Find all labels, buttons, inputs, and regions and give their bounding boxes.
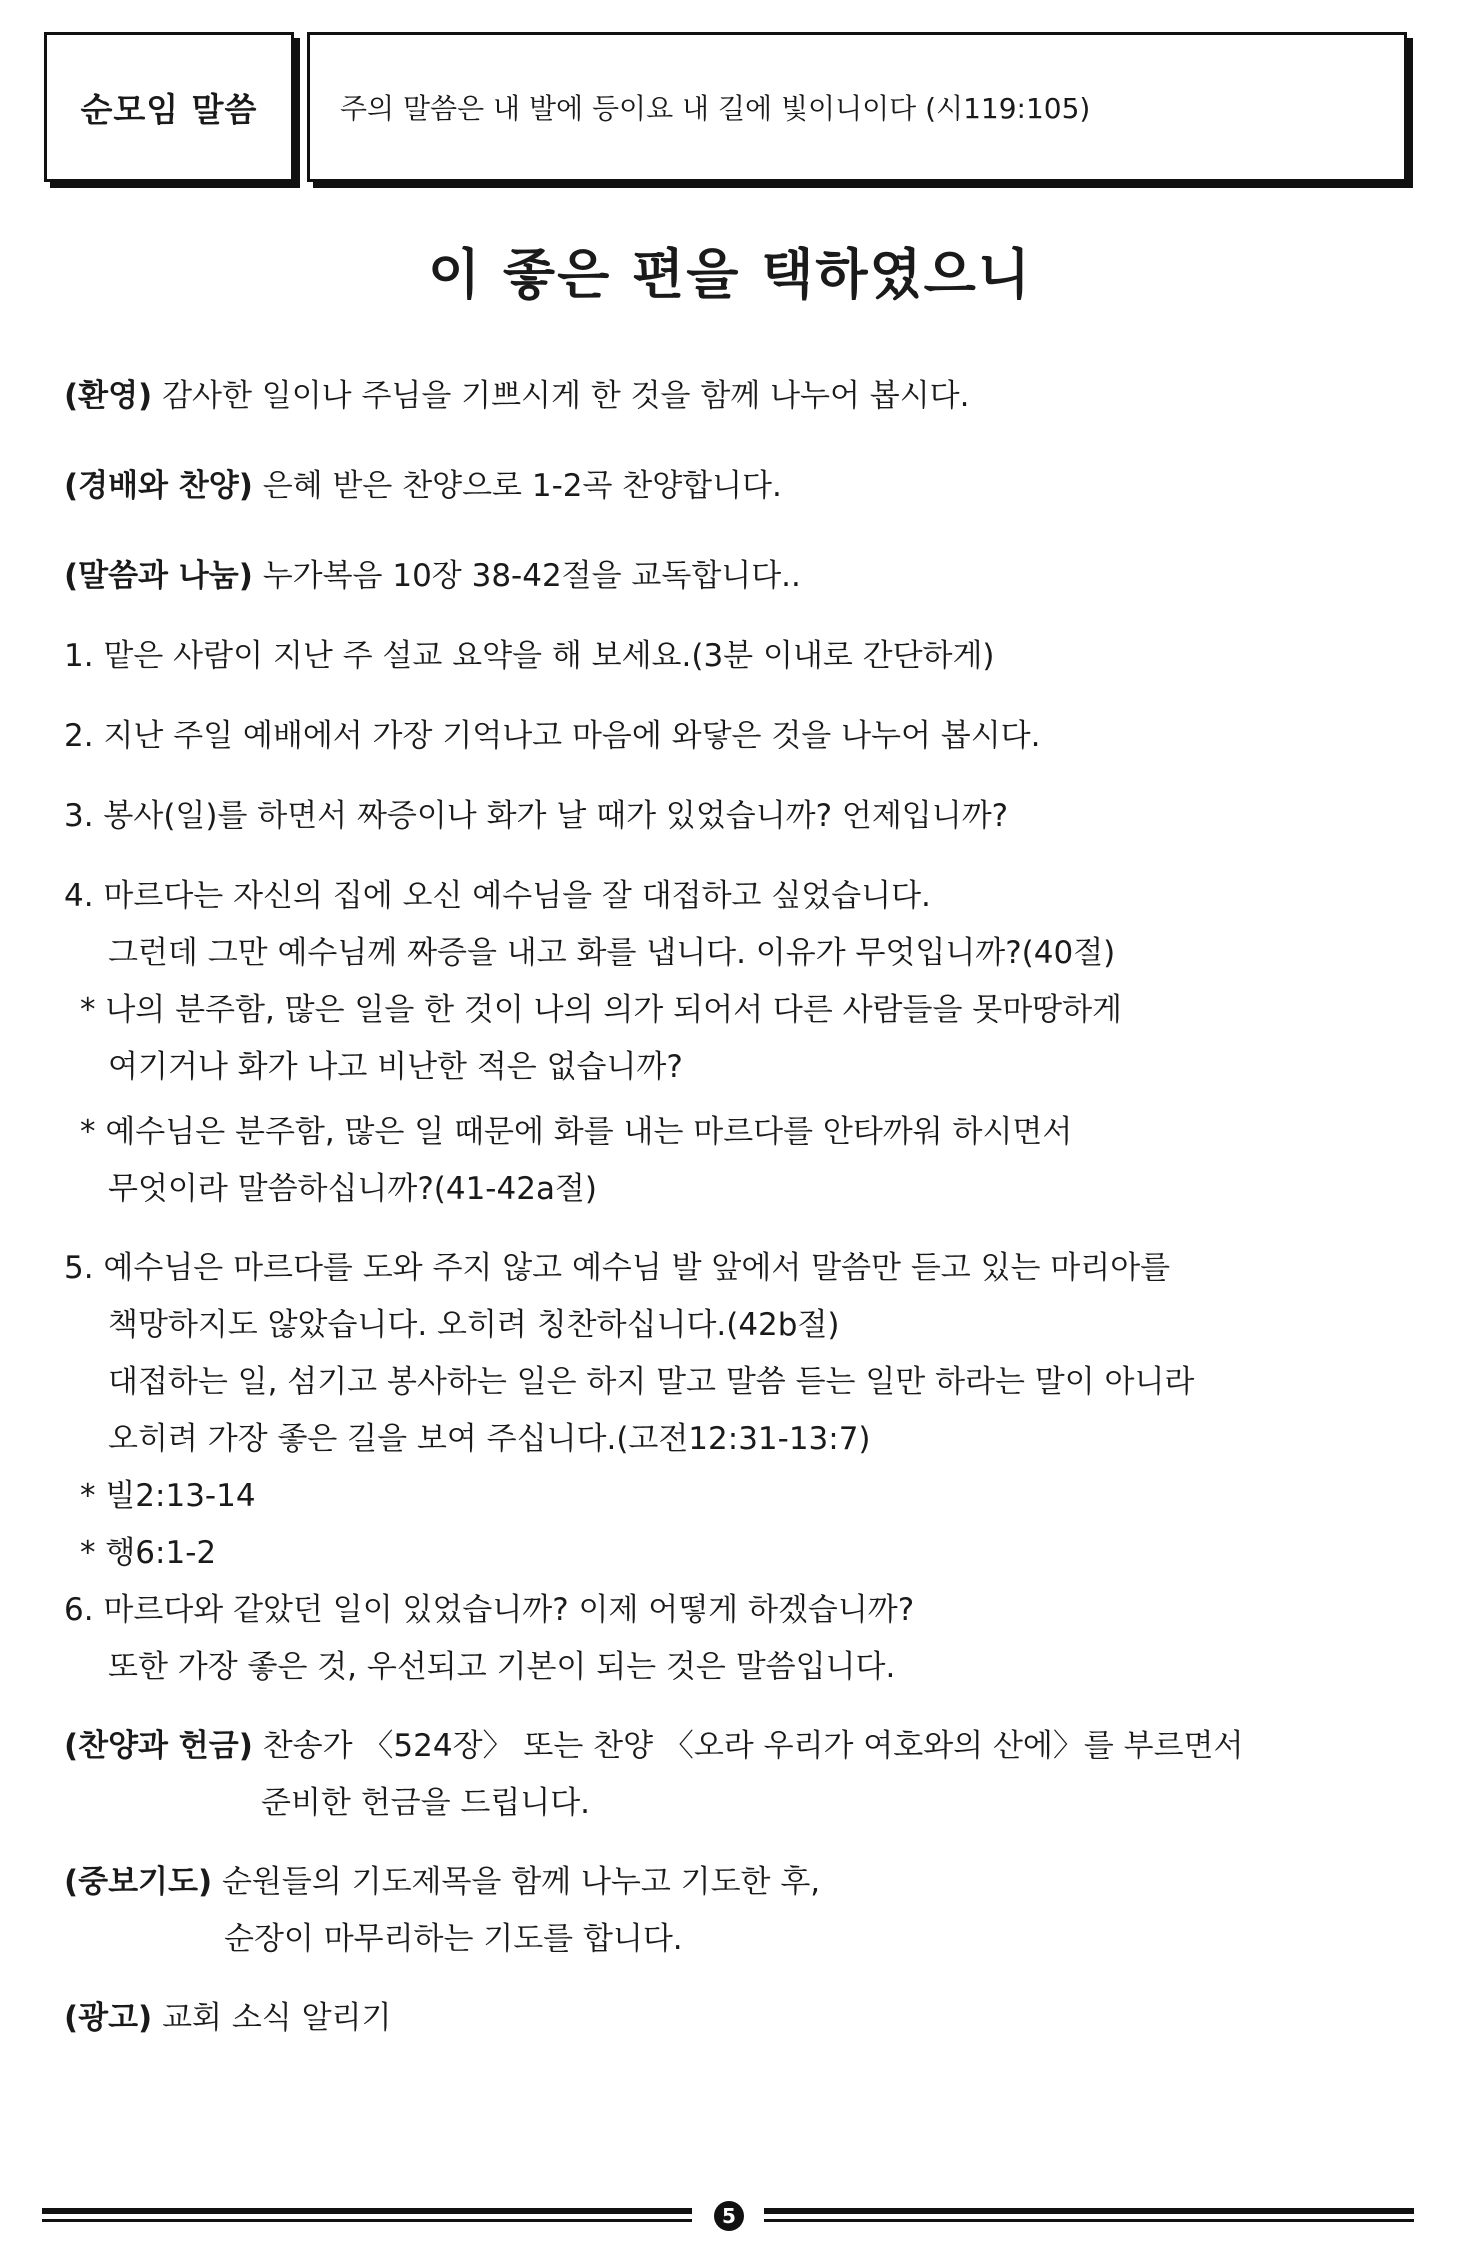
offering-text: 찬송가 〈524장〉 또는 찬양 〈오라 우리가 여호와의 산에〉를 부르면서 — [252, 1728, 1244, 1764]
question-1: 1. 맡은 사람이 지난 주 설교 요약을 해 보세요.(3분 이내로 간단하게) — [64, 638, 995, 674]
question-5-line-4: 오히려 가장 좋은 길을 보여 주십니다.(고전12:31-13:7) — [108, 1421, 871, 1457]
question-5-ref-2: * 행6:1-2 — [80, 1535, 217, 1571]
question-4-line-2: 그런데 그만 예수님께 짜증을 내고 화를 냅니다. 이유가 무엇입니까?(40절) — [108, 935, 1116, 971]
question-2: 2. 지난 주일 예배에서 가장 기억나고 마음에 와닿은 것을 나누어 봅시다. — [64, 718, 1041, 754]
page-number: 5 — [714, 2201, 744, 2231]
footer-rule-left — [42, 2208, 692, 2222]
question-5-line-3: 대접하는 일, 섬기고 봉사하는 일은 하지 말고 말씀 듣는 일만 하라는 말이 아니라 — [108, 1364, 1195, 1400]
prayer-section — [64, 1854, 1404, 1968]
offering-line-2: 준비한 헌금을 드립니다. — [261, 1785, 591, 1821]
footer-rule-right — [764, 2208, 1414, 2222]
worship-text: 은혜 받은 찬양으로 1-2곡 찬양합니다. — [252, 468, 782, 504]
welcome-label: (환영) — [64, 378, 153, 414]
question-6 — [64, 1582, 1404, 1696]
question-5 — [64, 1240, 1404, 1582]
welcome-text: 감사한 일이나 주님을 기쁘시게 한 것을 함께 나누어 봅시다. — [152, 378, 970, 414]
page-footer — [42, 2202, 1414, 2232]
section-label: 순모임 말씀 — [80, 89, 258, 129]
worship-label: (경배와 찬양) — [64, 468, 253, 504]
question-6-line-2: 또한 가장 좋은 것, 우선되고 기본이 되는 것은 말씀입니다. — [108, 1649, 896, 1685]
section-label-box — [44, 32, 294, 182]
question-5-line-1: 5. 예수님은 마르다를 도와 주지 않고 예수님 발 앞에서 말씀만 듣고 있는 마리아를 — [64, 1250, 1171, 1286]
question-5-line-2: 책망하지도 않았습니다. 오히려 칭찬하십니다.(42b절) — [108, 1307, 840, 1343]
welcome-paragraph — [64, 368, 1404, 425]
question-4-line-1: 4. 마르다는 자신의 집에 오신 예수님을 잘 대접하고 싶었습니다. — [64, 878, 931, 914]
worship-paragraph — [64, 458, 1404, 515]
prayer-line-2: 순장이 마무리하는 기도를 합니다. — [224, 1921, 683, 1957]
word-text: 누가복음 10장 38-42절을 교독합니다.. — [252, 558, 801, 594]
question-3: 3. 봉사(일)를 하면서 짜증이나 화가 날 때가 있었습니까? 언제입니까? — [64, 798, 1009, 834]
question-4-sub-1-line-1: * 나의 분주함, 많은 일을 한 것이 나의 의가 되어서 다른 사람들을 못마땅하게 — [80, 992, 1122, 1028]
word-label: (말씀과 나눔) — [64, 558, 253, 594]
main-content — [64, 368, 1404, 2047]
offering-label: (찬양과 헌금) — [64, 1728, 253, 1764]
ads-text: 교회 소식 알리기 — [152, 2000, 392, 2036]
question-4-sub-2-line-1: * 예수님은 분주함, 많은 일 때문에 화를 내는 마르다를 안타까워 하시면서 — [80, 1114, 1073, 1150]
verse-box — [307, 32, 1407, 182]
word-paragraph — [64, 548, 1404, 605]
ads-label: (광고) — [64, 2000, 153, 2036]
page-title: 이 좋은 편을 택하였으니 — [427, 243, 1033, 306]
prayer-text: 순원들의 기도제목을 함께 나누고 기도한 후, — [212, 1864, 821, 1900]
prayer-label: (중보기도) — [64, 1864, 213, 1900]
ads-paragraph — [64, 1990, 1404, 2047]
offering-section — [64, 1718, 1404, 1832]
prayer-line-1 — [64, 1854, 1404, 1911]
question-4-sub-2-line-2: 무엇이라 말씀하십니까?(41-42a절) — [108, 1171, 597, 1207]
offering-line-1 — [64, 1718, 1404, 1775]
question-4-sub-1-line-2: 여기거나 화가 나고 비난한 적은 없습니까? — [108, 1049, 683, 1085]
question-6-line-1: 6. 마르다와 같았던 일이 있었습니까? 이제 어떻게 하겠습니까? — [64, 1592, 915, 1628]
header-verse: 주의 말씀은 내 발에 등이요 내 길에 빛이니이다 (시119:105) — [340, 92, 1091, 125]
question-4 — [64, 868, 1404, 1218]
question-5-ref-1: * 빌2:13-14 — [80, 1478, 256, 1514]
